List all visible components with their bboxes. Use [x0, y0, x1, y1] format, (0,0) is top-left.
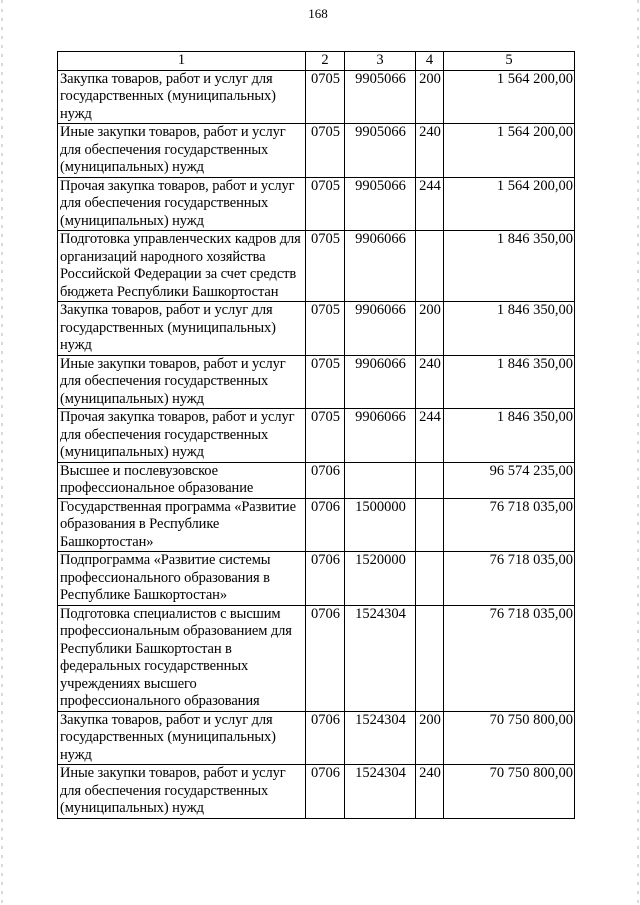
- header-row: [58, 52, 575, 71]
- row-amount: 1 846 350,00: [444, 355, 575, 409]
- row-section-code: 0706: [306, 605, 345, 711]
- row-target-code: 9905066: [345, 70, 416, 124]
- row-amount: 1 564 200,00: [444, 124, 575, 178]
- header-col-2: 2: [306, 52, 345, 71]
- row-amount: 1 846 350,00: [444, 231, 575, 302]
- row-expense-type: [416, 231, 444, 302]
- row-expense-type: 200: [416, 70, 444, 124]
- row-name: Закупка товаров, работ и услуг для государственных (муниципальных) нужд: [58, 302, 306, 356]
- row-name: Подпрограмма «Развитие системы профессионального образования в Республике Башкортостан»: [58, 552, 306, 606]
- row-amount: 1 846 350,00: [444, 302, 575, 356]
- row-amount: 1 846 350,00: [444, 409, 575, 463]
- row-amount: 70 750 800,00: [444, 765, 575, 819]
- row-expense-type: [416, 462, 444, 498]
- scan-edge-right: [637, 0, 639, 905]
- row-section-code: 0705: [306, 302, 345, 356]
- table-row-8: [58, 462, 575, 498]
- row-amount: 76 718 035,00: [444, 605, 575, 711]
- row-section-code: 0705: [306, 70, 345, 124]
- table-row-5: [58, 302, 575, 356]
- row-section-code: 0706: [306, 552, 345, 606]
- row-name: Закупка товаров, работ и услуг для государственных (муниципальных) нужд: [58, 711, 306, 765]
- row-section-code: 0706: [306, 711, 345, 765]
- row-target-code: 1520000: [345, 552, 416, 606]
- row-target-code: 9906066: [345, 302, 416, 356]
- header-col-5: 5: [444, 52, 575, 71]
- row-target-code: 9905066: [345, 177, 416, 231]
- table-row-1: [58, 70, 575, 124]
- row-section-code: 0705: [306, 177, 345, 231]
- row-target-code: 9906066: [345, 409, 416, 463]
- row-expense-type: [416, 498, 444, 552]
- row-target-code: 1524304: [345, 765, 416, 819]
- table-row-12: [58, 711, 575, 765]
- row-expense-type: 240: [416, 355, 444, 409]
- row-amount: 1 564 200,00: [444, 70, 575, 124]
- row-section-code: 0705: [306, 231, 345, 302]
- row-section-code: 0705: [306, 409, 345, 463]
- row-name: Подготовка управленческих кадров для организаций народного хозяйства Российской Федерации за счет средств бюджета Республики Башкортостан: [58, 231, 306, 302]
- row-section-code: 0706: [306, 498, 345, 552]
- table-header: [58, 52, 575, 71]
- row-name: Подготовка специалистов с высшим профессиональным образованием для Республики Башкортостан в федеральных государственных учреждениях высшего профессионального образования: [58, 605, 306, 711]
- row-name: Прочая закупка товаров, работ и услуг для обеспечения государственных (муниципальных) нужд: [58, 177, 306, 231]
- row-expense-type: 240: [416, 124, 444, 178]
- table-row-10: [58, 552, 575, 606]
- row-expense-type: 244: [416, 409, 444, 463]
- header-col-1: 1: [58, 52, 306, 71]
- header-col-3: 3: [345, 52, 416, 71]
- row-target-code: 1524304: [345, 605, 416, 711]
- table-row-4: [58, 231, 575, 302]
- row-amount: 70 750 800,00: [444, 711, 575, 765]
- row-amount: 1 564 200,00: [444, 177, 575, 231]
- row-target-code: 9906066: [345, 231, 416, 302]
- table-row-11: [58, 605, 575, 711]
- row-name: Прочая закупка товаров, работ и услуг для обеспечения государственных (муниципальных) нужд: [58, 409, 306, 463]
- row-expense-type: [416, 605, 444, 711]
- table-row-2: [58, 124, 575, 178]
- table-body: [58, 70, 575, 818]
- row-amount: 96 574 235,00: [444, 462, 575, 498]
- row-name: Иные закупки товаров, работ и услуг для обеспечения государственных (муниципальных) нужд: [58, 765, 306, 819]
- row-amount: 76 718 035,00: [444, 552, 575, 606]
- table-row-9: [58, 498, 575, 552]
- row-amount: 76 718 035,00: [444, 498, 575, 552]
- table-row-3: [58, 177, 575, 231]
- row-expense-type: 240: [416, 765, 444, 819]
- row-name: Иные закупки товаров, работ и услуг для обеспечения государственных (муниципальных) нужд: [58, 355, 306, 409]
- row-expense-type: [416, 552, 444, 606]
- row-target-code: 9906066: [345, 355, 416, 409]
- page-number: 168: [308, 6, 328, 21]
- row-target-code: 9905066: [345, 124, 416, 178]
- row-name: Закупка товаров, работ и услуг для государственных (муниципальных) нужд: [58, 70, 306, 124]
- row-expense-type: 200: [416, 302, 444, 356]
- row-expense-type: 200: [416, 711, 444, 765]
- table-row-13: [58, 765, 575, 819]
- scan-edge-left: [1, 0, 3, 905]
- row-target-code: [345, 462, 416, 498]
- budget-table: [57, 51, 575, 819]
- row-section-code: 0706: [306, 462, 345, 498]
- header-col-4: 4: [416, 52, 444, 71]
- table-row-6: [58, 355, 575, 409]
- row-name: Высшее и послевузовское профессиональное образование: [58, 462, 306, 498]
- row-name: Иные закупки товаров, работ и услуг для обеспечения государственных (муниципальных) нужд: [58, 124, 306, 178]
- row-name: Государственная программа «Развитие образования в Республике Башкортостан»: [58, 498, 306, 552]
- table-row-7: [58, 409, 575, 463]
- row-target-code: 1500000: [345, 498, 416, 552]
- row-expense-type: 244: [416, 177, 444, 231]
- row-target-code: 1524304: [345, 711, 416, 765]
- row-section-code: 0705: [306, 355, 345, 409]
- row-section-code: 0706: [306, 765, 345, 819]
- row-section-code: 0705: [306, 124, 345, 178]
